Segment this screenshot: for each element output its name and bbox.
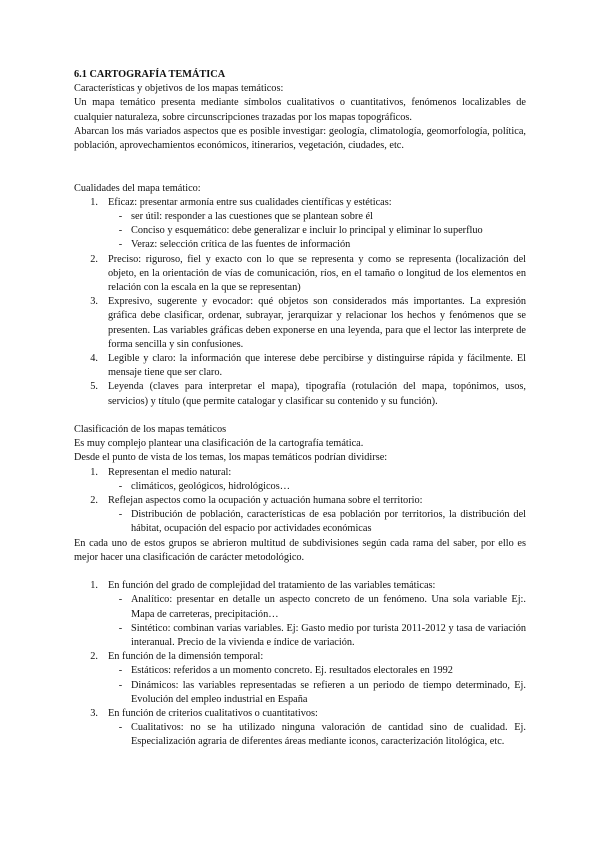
list-item-text: Preciso: riguroso, fiel y exacto con lo que se representa y como se representa (localización del objeto, en la orientación de vías de comunicación, ríos, en el tamaño o longitud de los elementos en relación con la escala en la que se representan)	[108, 253, 526, 294]
sub-list-item-text: Sintético: combinan varias variables. Ej: Gasto medio por turista 2011-2012 y tasa de variación interanual. Precio de la vivienda e índice de variación.	[131, 622, 526, 649]
classification-list	[74, 466, 526, 537]
list-item	[74, 295, 526, 352]
dash-bullet: -	[118, 239, 123, 251]
list-item-text: Representan el medio natural:	[108, 466, 232, 478]
intro-subtitle: Características y objetivos de los mapas temáticos:	[74, 83, 284, 95]
classification-paragraph: En cada uno de estos grupos se abrieron multitud de subdivisiones según cada rama del saber, por ello es mejor hacer una clasificación de carácter metodológico.	[74, 537, 526, 563]
list-number: 3.	[90, 296, 98, 308]
dash-bullet: -	[118, 679, 123, 691]
sub-list-item	[110, 238, 526, 252]
list-item-text: Legible y claro: la información que interese debe percibirse y distinguirse rápida y fácilmente. El mensaje tiene que ser claro.	[108, 353, 526, 379]
list-number: 2.	[90, 495, 98, 507]
sub-list-item	[110, 210, 526, 224]
sub-list-item-text: Analítico: presentar en detalle un aspecto concreto de un fenómeno. Una sola variable Ej:. Mapa de carreteras, precipitación…	[131, 594, 526, 620]
document-content	[74, 68, 526, 750]
sub-list-item	[110, 721, 526, 749]
section-heading: 6.1 CARTOGRAFÍA TEMÁTICA	[74, 69, 226, 80]
dash-bullet: -	[118, 622, 123, 634]
intro-paragraph: Un mapa temático presenta mediante símbolos cualitativos o cuantitativos, fenómenos localizables de cualquier naturaleza, sobre circunscripciones trazadas por los mapas topográficos.	[74, 97, 526, 123]
list-item	[74, 352, 526, 380]
sub-list-item-text: Veraz: selección crítica de las fuentes de información	[131, 239, 351, 251]
list-number: 1.	[90, 580, 98, 592]
list-item-text: En función de la dimensión temporal:	[108, 651, 264, 663]
list-item	[74, 579, 526, 593]
sub-list-item-text: Conciso y esquemático: debe generalizar e incluir lo principal y eliminar lo superfluo	[131, 225, 483, 237]
qualities-list	[74, 196, 526, 409]
list-number: 2.	[90, 651, 98, 663]
sub-list-item-text: Dinámicos: las variables representadas se refieren a un periodo de tiempo determinado, Ej. Evolución del empleo industrial en España	[131, 679, 526, 705]
sub-list-item	[110, 508, 526, 536]
list-item-text: Reflejan aspectos como la ocupación y actuación humana sobre el territorio:	[108, 495, 423, 507]
list-item	[74, 380, 526, 408]
sub-list-item	[110, 664, 526, 678]
list-item	[74, 253, 526, 296]
list-item	[74, 466, 526, 480]
methodological-list	[74, 579, 526, 749]
qualities-title: Cualidades del mapa temático:	[74, 182, 201, 194]
classification-paragraph: Es muy complejo plantear una clasificación de la cartografía temática.	[74, 438, 364, 450]
dash-bullet: -	[118, 509, 123, 521]
dash-bullet: -	[118, 480, 123, 492]
sub-list-item	[110, 622, 526, 650]
list-item-text: Eficaz: presentar armonía entre sus cualidades científicas y estéticas:	[108, 196, 392, 208]
dash-bullet: -	[118, 722, 123, 734]
list-number: 1.	[90, 196, 98, 208]
sub-list-item-text: climáticos, geológicos, hidrológicos…	[131, 480, 291, 492]
list-item-text: En función de criterios cualitativos o cuantitativos:	[108, 708, 318, 720]
list-number: 4.	[90, 353, 98, 365]
list-number: 5.	[90, 381, 98, 393]
list-number: 1.	[90, 466, 98, 478]
list-number: 3.	[90, 708, 98, 720]
list-item	[74, 196, 526, 210]
sub-list-item-text: Cualitativos: no se ha utilizado ninguna valoración de cantidad sino de cualidad. Ej. Especialización agraria de diferentes áreas mediante iconos, caracterización litológica, etc.	[131, 722, 526, 748]
list-item	[74, 707, 526, 721]
sub-list-item-text: Distribución de población, características de esa población por territorios, la distribución del hábitat, ocupación del espacio por actividades económicas	[131, 509, 526, 535]
intro-paragraph: Abarcan los más variados aspectos que es posible investigar: geología, climatología, geomorfología, política, población, aprovechamientos económicos, itinerarios, vegetación, ciudades, etc.	[74, 125, 526, 152]
classification-paragraph: Desde el punto de vista de los temas, los mapas temáticos podrían dividirse:	[74, 452, 388, 464]
classification-title: Clasificación de los mapas temáticos	[74, 424, 227, 436]
dash-bullet: -	[118, 594, 123, 606]
dash-bullet: -	[118, 225, 123, 237]
list-item	[74, 650, 526, 664]
dash-bullet: -	[118, 211, 123, 222]
dash-bullet: -	[118, 665, 123, 677]
list-item-text: Leyenda (claves para interpretar el mapa), tipografía (rotulación del mapa, topónimos, usos, servicios) y título (que permite catalogar y clasificar su contenido y su función).	[108, 381, 526, 407]
sub-list-item-text: Estáticos: referidos a un momento concreto. Ej. resultados electorales en 1992	[131, 665, 453, 677]
sub-list-item	[110, 679, 526, 707]
sub-list-item	[110, 480, 526, 494]
sub-list-item	[110, 593, 526, 621]
list-item-text: Expresivo, sugerente y evocador: qué objetos son considerados más importantes. La expresión gráfica debe clasificar, ordenar, subrayar, jerarquizar y relacionar los hechos y fenómenos que se presenten. Las variables gráficas deben exponerse en una leyenda, para que el lector las interprete de forma sencilla y sin confusiones.	[108, 296, 526, 350]
sub-list-item	[110, 224, 526, 238]
list-item	[74, 494, 526, 508]
list-item-text: En función del grado de complejidad del tratamiento de las variables temáticas:	[108, 580, 436, 592]
sub-list-item-text: ser útil: responder a las cuestiones que se plantean sobre él	[131, 211, 373, 222]
list-number: 2.	[90, 253, 98, 265]
